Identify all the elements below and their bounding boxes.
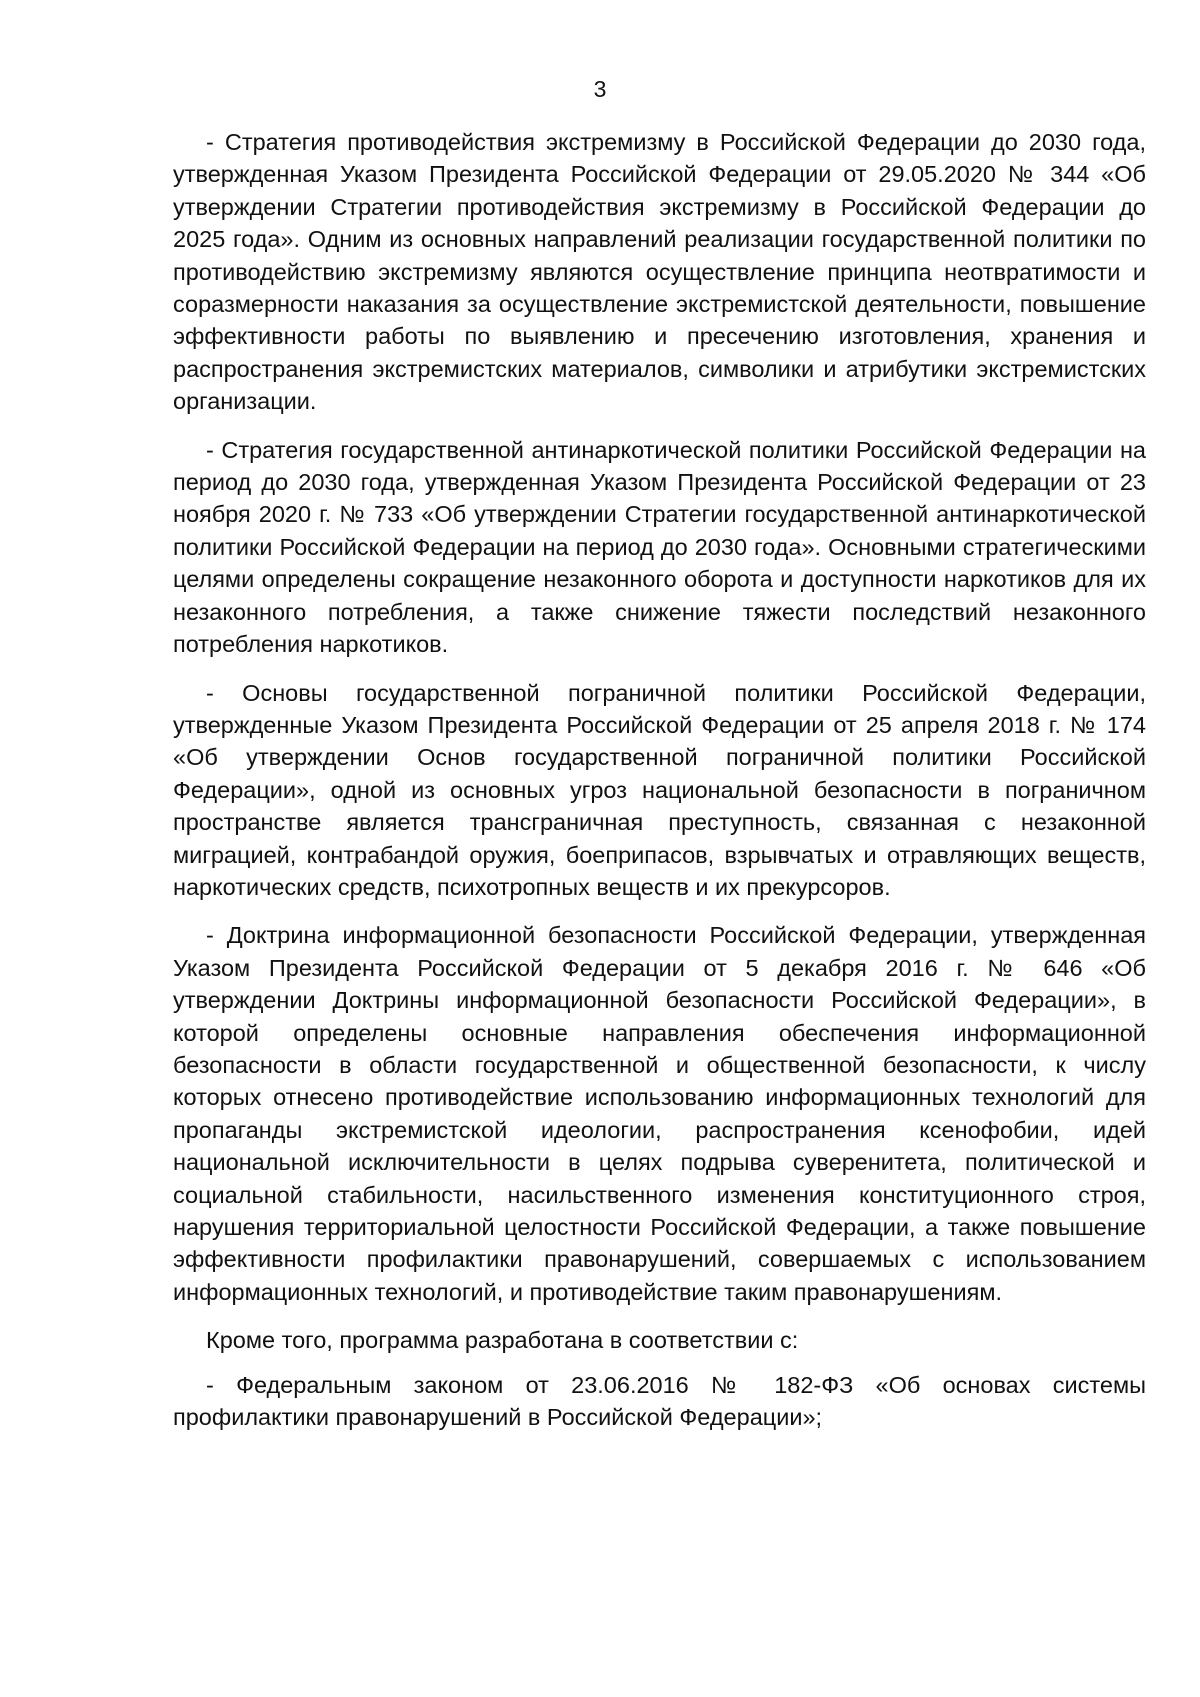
document-body — [173, 126, 1146, 1433]
paragraph-federal-law: - Федеральным законом от 23.06.2016 № 182-ФЗ «Об основах системы профилактики правонарушений в Российской Федерации»; — [173, 1371, 1146, 1431]
paragraph-border-policy: - Основы государственной пограничной политики Российской Федерации, утвержденные Указом Президента Российской Федерации от 25 апреля 2018 г. № 174 «Об утверждении Основ государственной пограничной политики Российской Федерации», одной из основных угроз национальной безопасности в пограничном пространстве является трансграничная преступность, связанная с незаконной миграцией, контрабандой оружия, боеприпасов, взрывчатых и отравляющих веществ, наркотических средств, психотропных веществ и их прекурсоров. — [173, 679, 1146, 900]
paragraph-program-basis: Кроме того, программа разработана в соответствии с: — [206, 1327, 799, 1354]
paragraph-information-security-doctrine: - Доктрина информационной безопасности Российской Федерации, утвержденная Указом Президента Российской Федерации от 5 декабря 2016 г. № 646 «Об утверждении Доктрины информационной безопасности Российской Федерации», в которой определены основные направления обеспечения информационной безопасности в области государственной и общественной безопасности, к числу которых отнесено противодействие использованию информационных технологий для пропаганды экстремистской идеологии, распространения ксенофобии, идей национальной исключительности в целях подрыва суверенитета, политической и социальной стабильности, насильственного изменения конституционного строя, нарушения территориальной целостности Российской Федерации, а также повышение эффективности профилактики правонарушений, совершаемых с использованием информационных технологий, и противодействие таким правонарушениям. — [173, 922, 1146, 1305]
paragraph-antidrug-strategy: - Стратегия государственной антинаркотической политики Российской Федерации на период до 2030 года, утвержденная Указом Президента Российской Федерации от 23 ноября 2020 г. № 733 «Об утверждении Стратегии государственной антинаркотической политики Российской Федерации на период до 2030 года». Основными стратегическими целями определены сокращение незаконного оборота и доступности наркотиков для их незаконного потребления, а также снижение тяжести последствий незаконного потребления наркотиков. — [173, 436, 1146, 658]
page-number: 3 — [593, 76, 607, 102]
paragraph-extremism-strategy: - Стратегия противодействия экстремизму в Российской Федерации до 2030 года, утвержденная Указом Президента Российской Федерации от 29.05.2020 № 344 «Об утверждении Стратегии противодействия экстремизму в Российской Федерации до 2025 года». Одним из основных направлений реализации государственной политики по противодействию экстремизму являются осуществление принципа неотвратимости и соразмерности наказания за осуществление экстремистской деятельности, повышение эффективности работы по выявлению и пресечению изготовления, хранения и распространения экстремистских материалов, символики и атрибутики экстремистских организации. — [173, 129, 1146, 415]
